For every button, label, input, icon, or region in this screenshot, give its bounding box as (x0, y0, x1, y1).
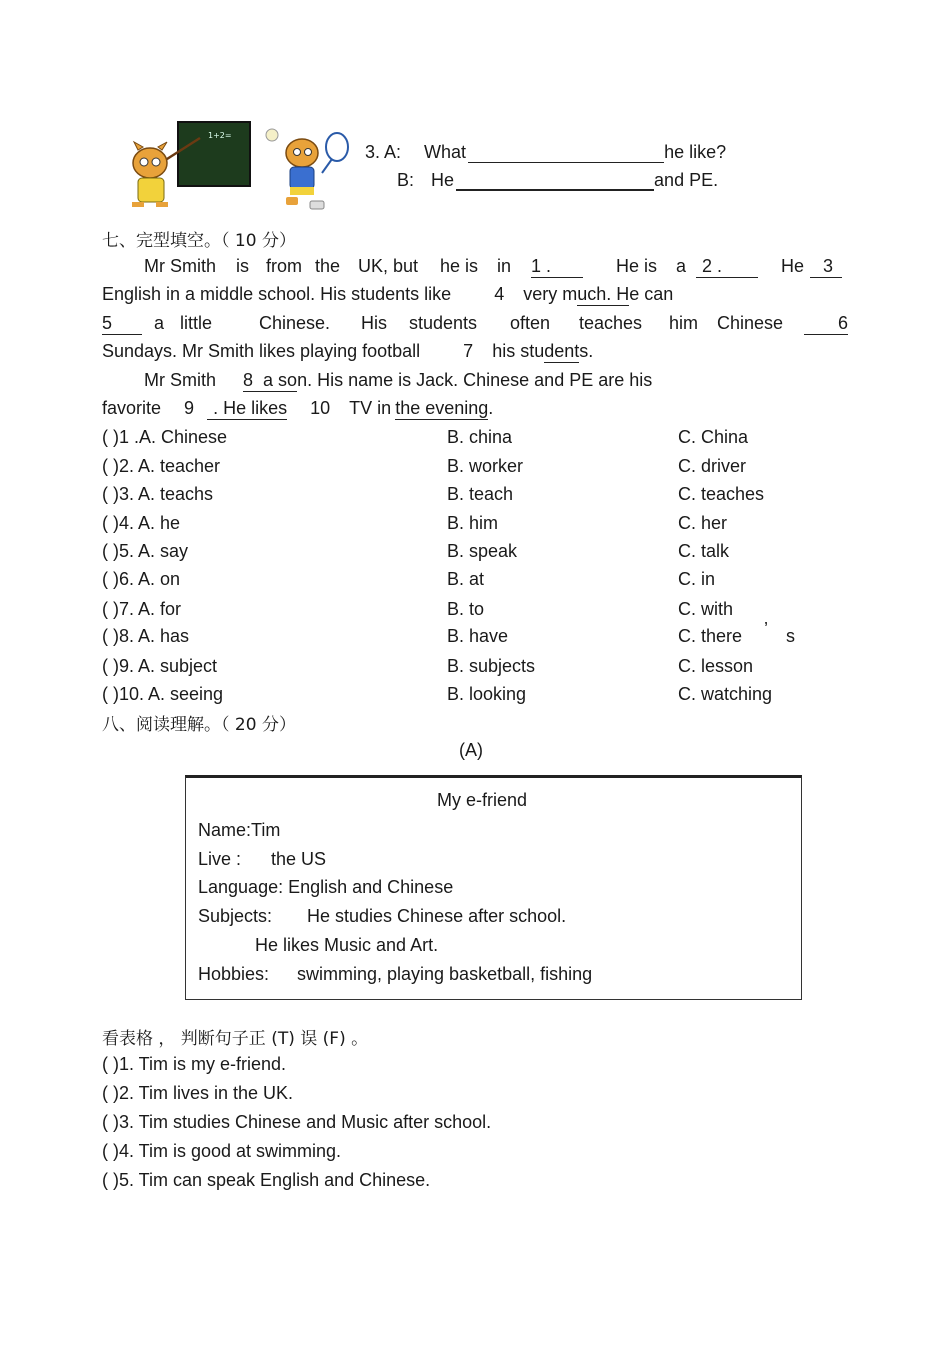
cloze-text: . (488, 398, 494, 418)
q3-line-b (397, 170, 718, 191)
cloze-text: Sundays. Mr Smith likes playing football (102, 341, 421, 361)
cloze-word: in (497, 256, 512, 276)
cloze-word: He (781, 256, 805, 276)
cloze-underlined: uch. H (577, 284, 630, 304)
tf-statement-2[interactable]: ( )2. Tim lives in the UK. (102, 1083, 294, 1103)
teacher-cat-illustration (118, 118, 258, 213)
option-question-9[interactable]: ( )9. A. subject (102, 656, 218, 676)
tf-statement-4[interactable]: ( )4. Tim is good at swimming. (102, 1141, 342, 1161)
table-language: Language: English and Chinese (198, 877, 454, 897)
option-c[interactable]: C. watching (678, 684, 773, 704)
e-friend-table (185, 775, 802, 1000)
option-b[interactable]: B. him (447, 513, 499, 533)
option-c[interactable]: C. her (678, 513, 728, 533)
option-b[interactable]: B. at (447, 569, 485, 589)
cloze-word: he is (440, 256, 479, 276)
option-question-5[interactable]: ( )5. A. say (102, 541, 189, 561)
option-c[interactable]: C. with (678, 599, 734, 619)
cloze-underlined: the evening (395, 398, 489, 418)
cloze-p2 (102, 284, 673, 306)
tf-instruction: 看表格 ， 判断句子正 (T) 误 (F) 。 (102, 1029, 369, 1049)
cloze-text: TV in (349, 398, 392, 418)
cloze-text: his stu (492, 341, 545, 361)
cloze-blank-2[interactable]: 2 . (696, 256, 758, 278)
q3-a-blank[interactable] (468, 144, 664, 163)
option-question-3[interactable]: ( )3. A. teachs (102, 484, 214, 504)
cloze-word: little (180, 313, 213, 333)
cloze-word: Chinese. (259, 313, 331, 333)
cloze-text: very m (523, 284, 578, 304)
option-question-7[interactable]: ( )7. A. for (102, 599, 182, 619)
cloze-word: a (676, 256, 687, 276)
table-name: Name:Tim (198, 820, 281, 840)
table-hobbies-value: swimming, playing basketball, fishing (297, 964, 593, 984)
cloze-blank-10[interactable]: 10 (310, 398, 331, 418)
q3-b-blank[interactable] (456, 171, 654, 191)
option-c[interactable]: C. teaches (678, 484, 765, 504)
table-live-label: Live : (198, 849, 242, 869)
table-subjects-label: Subjects: (198, 906, 273, 926)
cloze-blank-8[interactable]: 8 a so (243, 370, 298, 390)
cloze-p1-words (144, 256, 216, 277)
q3-b-he: He (431, 170, 455, 190)
cloze-word: the (315, 256, 341, 276)
cloze-blank-3[interactable]: 3 (810, 256, 842, 278)
option-c[interactable]: C. China (678, 427, 749, 447)
sporty-cat-illustration (262, 125, 354, 215)
section7-heading: 七、完型填空。（ 10 分） (102, 231, 296, 251)
part-label: (A) (459, 740, 483, 760)
cloze-blank-6[interactable]: 6 (804, 313, 848, 335)
table-subjects-value: He studies Chinese after school. (307, 906, 567, 926)
q3-a-what: What (424, 142, 467, 162)
cloze-text: Mr Smith (144, 370, 216, 390)
q3-line-a (365, 142, 726, 163)
option-c[interactable]: C. in (678, 569, 716, 589)
cloze-blank-5[interactable]: 5 (102, 313, 142, 335)
cloze-word: him (669, 313, 699, 333)
option-question-2[interactable]: ( )2. A. teacher (102, 456, 221, 476)
option-c-suffix: s (786, 626, 795, 646)
apostrophe-mark: ’ (764, 619, 768, 639)
table-live-value: the US (271, 849, 327, 869)
table-subjects-line2: He likes Music and Art. (255, 935, 439, 955)
q3-a-end: he like? (664, 142, 727, 162)
cloze-text: favorite (102, 398, 162, 418)
cloze-text: n. His name is Jack. Chinese and PE are his (297, 370, 653, 390)
cloze-blank-9[interactable]: . He likes (207, 398, 287, 420)
cloze-word: often (510, 313, 551, 333)
cloze-p5 (144, 370, 652, 392)
section8-heading: 八、阅读理解。（ 20 分） (102, 715, 296, 735)
cloze-word: UK, but (358, 256, 419, 276)
option-c[interactable]: C. there (678, 626, 743, 646)
cloze-word: is (236, 256, 249, 276)
cloze-p4 (102, 341, 593, 363)
cloze-text: e can (629, 284, 674, 304)
table-title: My e-friend (437, 790, 528, 810)
option-c[interactable]: C. talk (678, 541, 730, 561)
cloze-p6 (102, 398, 493, 420)
option-question-10[interactable]: ( )10. A. seeing (102, 684, 224, 704)
cloze-blank-1[interactable]: 1 . (531, 256, 583, 278)
table-hobbies-label: Hobbies: (198, 964, 270, 984)
cloze-blank-9-number: 9 (184, 398, 195, 418)
cloze-text: English in a middle school. His students like (102, 284, 452, 304)
tf-statement-5[interactable]: ( )5. Tim can speak English and Chinese. (102, 1170, 431, 1190)
cloze-blank-7[interactable]: 7 (463, 341, 474, 361)
option-b[interactable]: B. teach (447, 484, 514, 504)
option-question-4[interactable]: ( )4. A. he (102, 513, 181, 533)
option-question-1[interactable]: ( )1 .A. Chinese (102, 427, 228, 447)
option-b[interactable]: B. speak (447, 541, 518, 561)
cloze-underlined: dent (544, 341, 580, 361)
q3-b-prefix: B: (397, 170, 415, 190)
option-c[interactable]: C. driver (678, 456, 747, 476)
option-question-8[interactable]: ( )8. A. has (102, 626, 190, 646)
q3-a-prefix: 3. A: (365, 142, 402, 162)
cloze-word: Chinese (717, 313, 784, 333)
tf-statement-3[interactable]: ( )3. Tim studies Chinese and Music after school. (102, 1112, 492, 1132)
option-b[interactable]: B. looking (447, 684, 527, 704)
option-b[interactable]: B. china (447, 427, 513, 447)
option-b[interactable]: B. have (447, 626, 509, 646)
q3-b-end: and PE. (654, 170, 719, 190)
cloze-word: from (266, 256, 302, 276)
cloze-word: Mr Smith (144, 256, 216, 276)
cloze-word: students (409, 313, 478, 333)
option-b[interactable]: B. to (447, 599, 485, 619)
blackboard-text: 1+2= (208, 131, 232, 140)
cloze-text: s. (579, 341, 594, 361)
cloze-word: teaches (579, 313, 643, 333)
option-question-6[interactable]: ( )6. A. on (102, 569, 181, 589)
option-c[interactable]: C. lesson (678, 656, 754, 676)
tf-statement-1[interactable]: ( )1. Tim is my e-friend. (102, 1054, 287, 1074)
option-b[interactable]: B. worker (447, 456, 524, 476)
cloze-word: He is (616, 256, 658, 276)
option-b[interactable]: B. subjects (447, 656, 536, 676)
cloze-word: His (361, 313, 387, 333)
cloze-blank-4[interactable]: 4 (494, 284, 505, 304)
cloze-word: a (154, 313, 165, 333)
